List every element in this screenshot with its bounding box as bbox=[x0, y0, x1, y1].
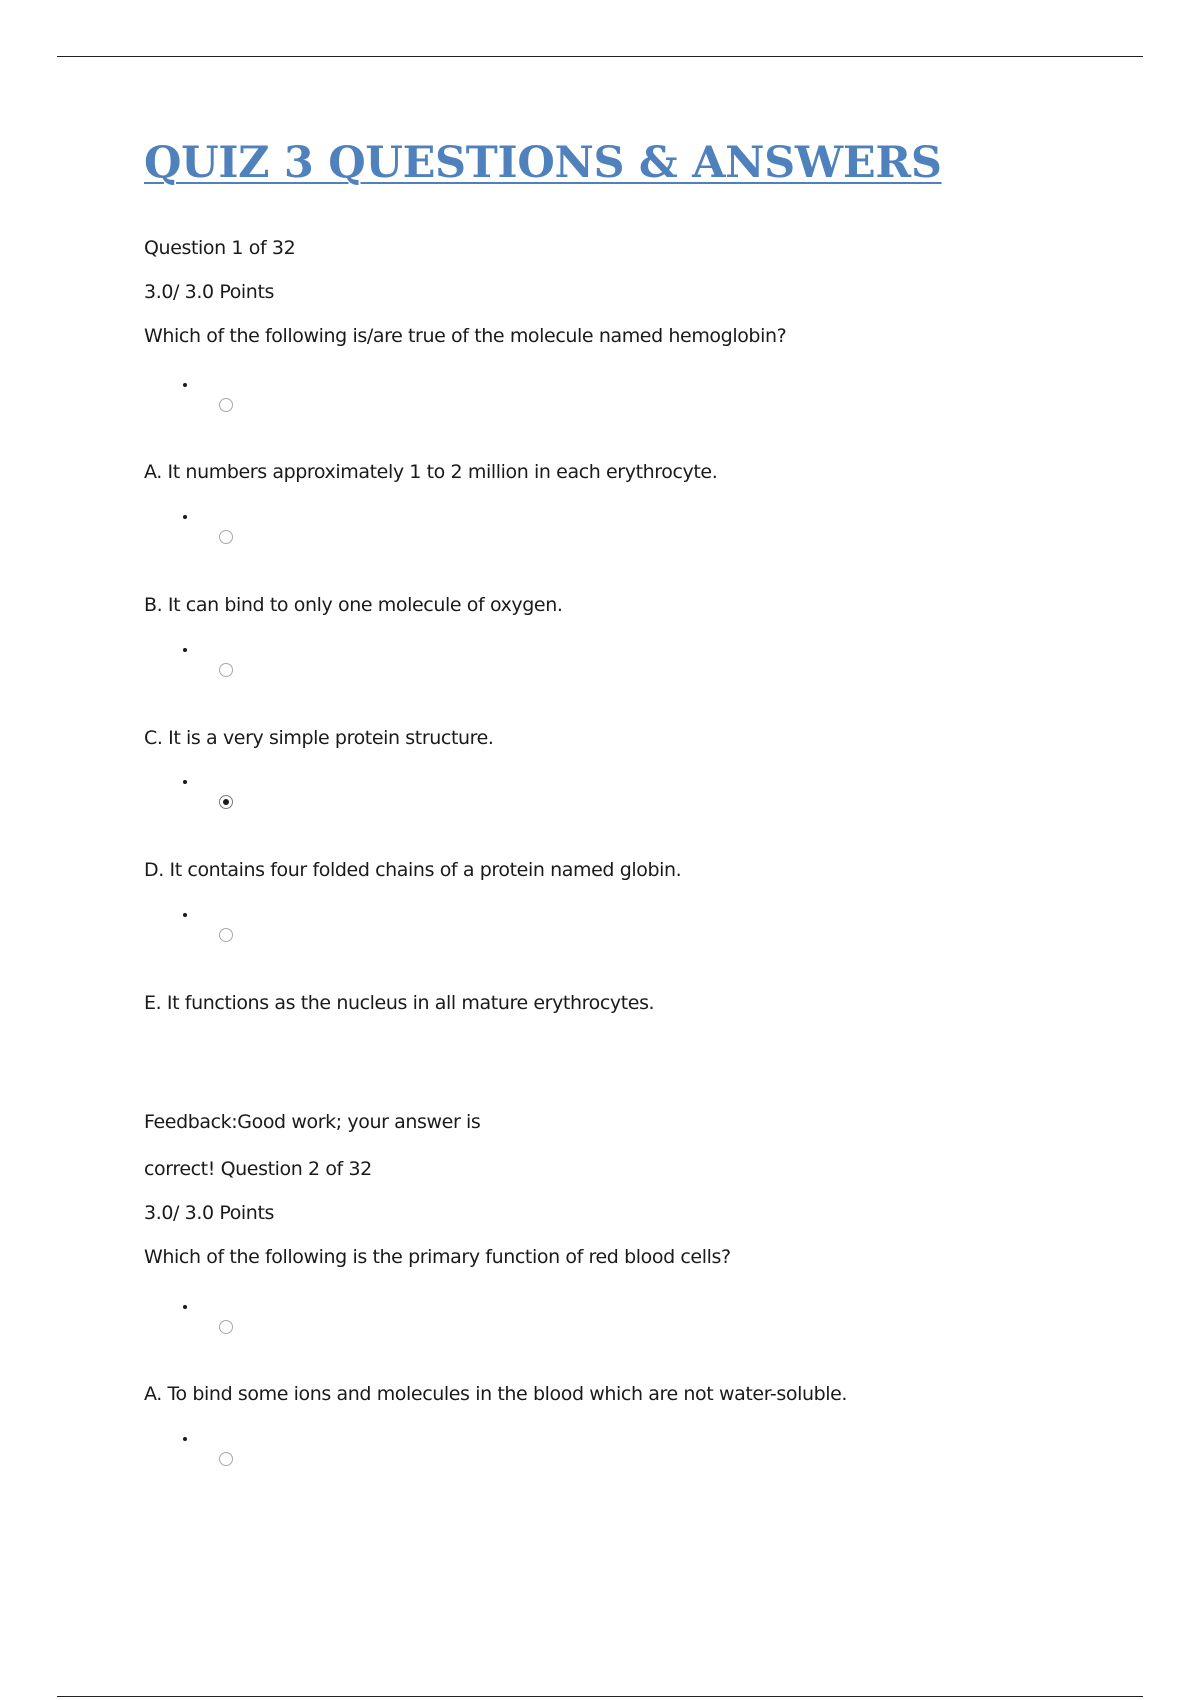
radio-option-d-selected[interactable] bbox=[219, 795, 233, 809]
header-rule bbox=[57, 56, 1143, 57]
question-number: Question 1 of 32 bbox=[144, 237, 296, 259]
radio-option-b[interactable] bbox=[219, 1452, 233, 1466]
radio-option-c[interactable] bbox=[219, 663, 233, 677]
bullet-icon bbox=[183, 1437, 187, 1441]
answer-option-c: C. It is a very simple protein structure. bbox=[144, 727, 494, 749]
bullet-icon bbox=[183, 1305, 187, 1309]
radio-option-a[interactable] bbox=[219, 1320, 233, 1334]
radio-option-a[interactable] bbox=[219, 398, 233, 412]
footer-rule bbox=[57, 1696, 1143, 1697]
answer-option-d: D. It contains four folded chains of a protein named globin. bbox=[144, 859, 682, 881]
question-prompt: Which of the following is the primary function of red blood cells? bbox=[144, 1246, 731, 1268]
bullet-icon bbox=[183, 648, 187, 652]
bullet-icon bbox=[183, 383, 187, 387]
bullet-icon bbox=[183, 780, 187, 784]
answer-option-e: E. It functions as the nucleus in all mature erythrocytes. bbox=[144, 992, 655, 1014]
question-points: 3.0/ 3.0 Points bbox=[144, 281, 274, 303]
radio-option-b[interactable] bbox=[219, 530, 233, 544]
feedback-text: Feedback:Good work; your answer is bbox=[144, 1111, 481, 1133]
bullet-icon bbox=[183, 515, 187, 519]
bullet-icon bbox=[183, 913, 187, 917]
question-points: 3.0/ 3.0 Points bbox=[144, 1202, 274, 1224]
question-prompt: Which of the following is/are true of the molecule named hemoglobin? bbox=[144, 325, 787, 347]
radio-option-e[interactable] bbox=[219, 928, 233, 942]
answer-option-b: B. It can bind to only one molecule of oxygen. bbox=[144, 594, 563, 616]
page-title: QUIZ 3 QUESTIONS & ANSWERS bbox=[144, 138, 942, 188]
feedback-text-continued: correct! Question 2 of 32 bbox=[144, 1158, 372, 1180]
answer-option-a: A. To bind some ions and molecules in the blood which are not water-soluble. bbox=[144, 1383, 848, 1405]
answer-option-a: A. It numbers approximately 1 to 2 million in each erythrocyte. bbox=[144, 461, 718, 483]
